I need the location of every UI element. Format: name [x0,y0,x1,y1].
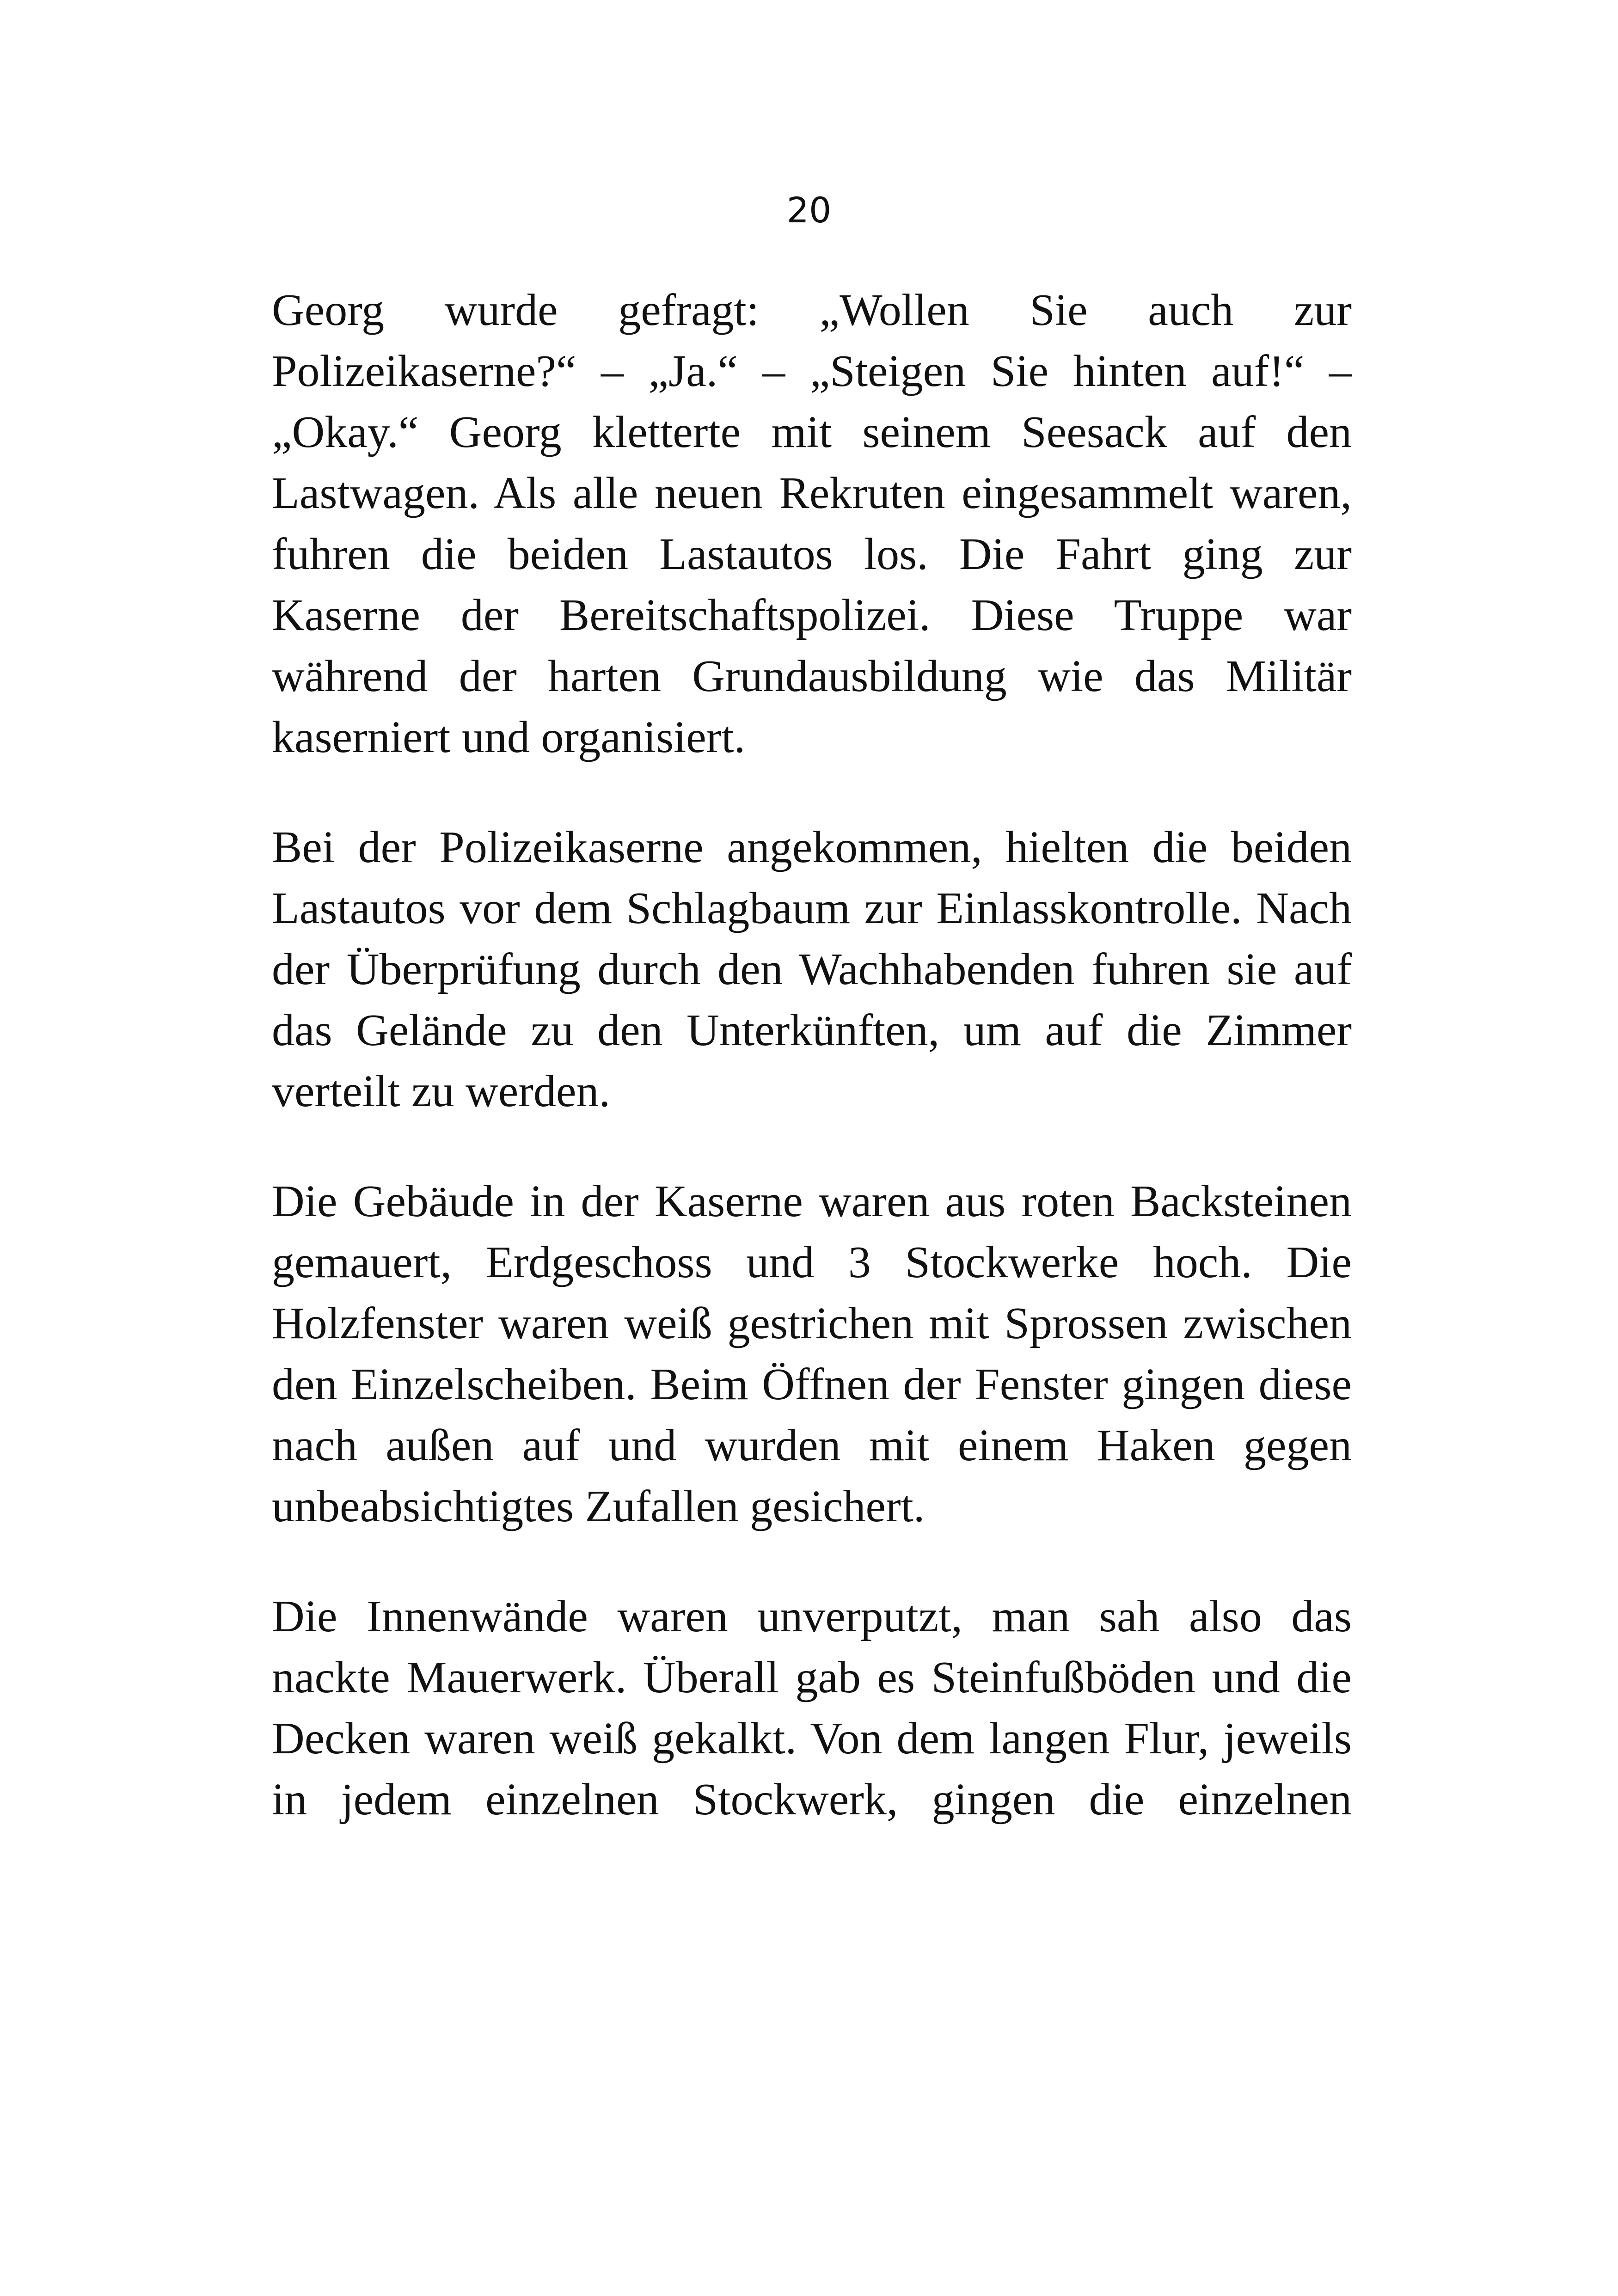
paragraph-1: Georg wurde gefragt: „Wollen Sie auch zur Polizeikaserne?“ – „Ja.“ – „Steigen Sie hinten auf!“ – „Okay.“ Georg kletterte mit seinem Seesack auf den Lastwagen. Als alle neuen Rekruten eingesammelt waren, fuhren die beiden Lastautos los. Die Fahrt ging zur Kaserne der Bereitschaftspolizei. Diese Truppe war während der harten Grundausbildung wie das Militär kaserniert und organisiert. [272,285,1352,762]
body-text [272,280,1352,1879]
page-number: 20 [786,190,832,231]
paragraph-4: Die Innenwände waren unverputzt, man sah also das nackte Mauerwerk. Überall gab es Steinfußböden und die Decken waren weiß gekalkt. Von dem langen Flur, jeweils in jedem einzelnen Stockwerk, gingen die einzelnen [272,1592,1352,1825]
paragraph-3: Die Gebäude in der Kaserne waren aus roten Backsteinen gemauert, Erdgeschoss und 3 Stockwerke hoch. Die Holzfenster waren weiß gestrichen mit Sprossen zwischen den Einzelscheiben. Beim Öffnen der Fenster gingen diese nach außen auf und wurden mit einem Haken gegen unbeabsichtigtes Zufallen gesichert. [272,1176,1352,1531]
paragraph-2: Bei der Polizeikaserne angekommen, hielten die beiden Lastautos vor dem Schlagbaum zur Einlasskontrolle. Nach der Überprüfung durch den Wachhabenden fuhren sie auf das Gelände zu den Unterkünften, um auf die Zimmer verteilt zu werden. [272,822,1352,1116]
